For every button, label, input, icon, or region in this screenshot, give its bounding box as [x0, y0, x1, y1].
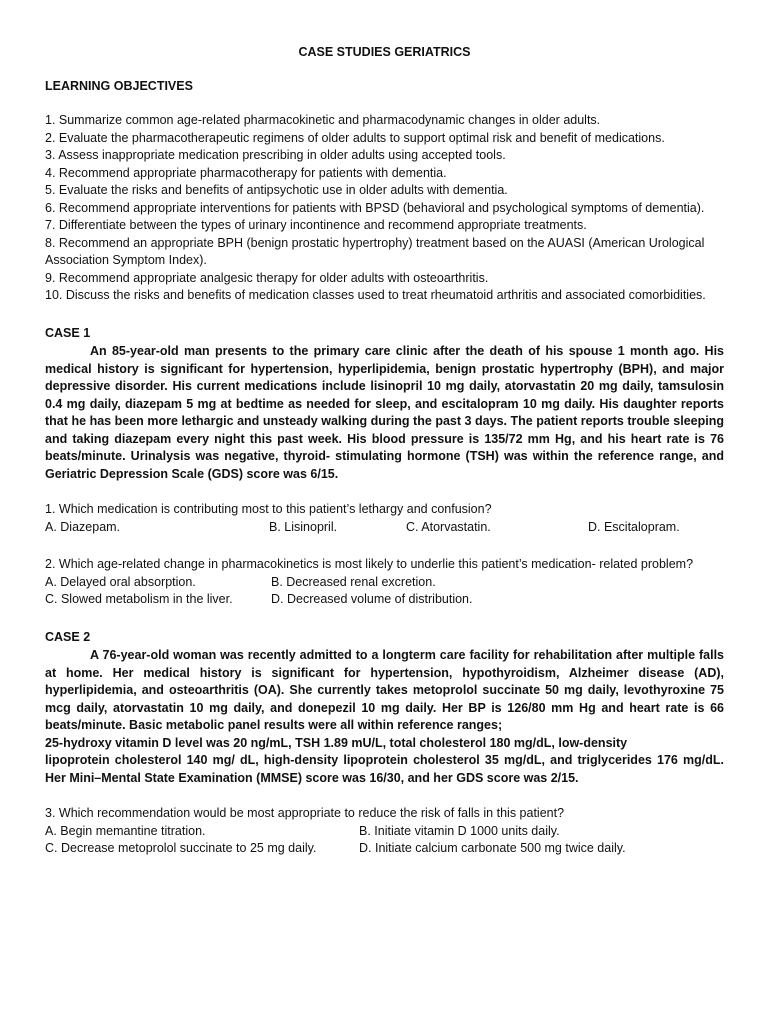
- objective-item: 2. Evaluate the pharmacotherapeutic regimens of older adults to support optimal risk and benefit of medications.: [45, 130, 665, 145]
- question-1-text: 1. Which medication is contributing most to this patient’s lethargy and confusion?: [45, 502, 492, 516]
- question-2: [45, 556, 724, 609]
- answer-option: C. Slowed metabolism in the liver.: [45, 592, 233, 606]
- case2-narrative-line: lipoprotein cholesterol 140 mg/ dL, high-density lipoprotein cholesterol 35 mg/dL, and triglycerides 176 mg/dL. Her Mini–Mental State Examination (MMSE) score was 16/30, and her GDS score was 2/15.: [45, 753, 724, 785]
- answer-option: D. Decreased volume of distribution.: [271, 592, 473, 606]
- answer-option: B. Lisinopril.: [269, 519, 338, 534]
- case1-narrative: An 85-year-old man presents to the primary care clinic after the death of his spouse 1 month ago. His medical history is significant for hypertension, hyperlipidemia, benign prostatic hypertrophy (BPH), and major depressive disorder. His current medications include lisinopril 10 mg daily, atorvastatin 20 mg daily, tamsulosin 0.4 mg daily, diazepam 5 mg at bedtime as needed for sleep, and escitalopram 10 mg daily. His daughter reports that he has been more lethargic and unsteady walking during the past 3 days. The patient reports trouble sleeping and taking diazepam every night this past week. His blood pressure is 135/72 mm Hg, and his heart rate is 76 beats/minute. Urinalysis was negative, thyroid- stimulating hormone (TSH) was within the reference range, and Geriatric Depression Scale (GDS) score was 6/15.: [45, 344, 724, 481]
- case2-narrative-line: 25-hydroxy vitamin D level was 20 ng/mL, TSH 1.89 mU/L, total cholesterol 180 mg/dL, low-density: [45, 735, 628, 750]
- objective-item: 3. Assess inappropriate medication prescribing in older adults using accepted tools.: [45, 148, 506, 162]
- objective-item: 10. Discuss the risks and benefits of medication classes used to treat rheumatoid arthritis and associated comorbidities.: [45, 288, 706, 302]
- objective-item: 4. Recommend appropriate pharmacotherapy for patients with dementia.: [45, 165, 447, 180]
- answer-option: A. Delayed oral absorption.: [45, 574, 196, 589]
- answer-option: D. Escitalopram.: [588, 519, 680, 534]
- question-3: [45, 805, 724, 858]
- objectives-heading: LEARNING OBJECTIVES: [45, 78, 193, 93]
- objective-item: 8. Recommend an appropriate BPH (benign prostatic hypertrophy) treatment based on the AUASI (American Urological Association Symptom Index).: [45, 235, 705, 267]
- objectives-list: [45, 112, 724, 305]
- case2-narrative: A 76-year-old woman was recently admitted to a longterm care facility for rehabilitation after multiple falls at home. Her medical history is significant for hypertension, hypothyroidism, Alzheimer disease (AD), hyperlipidemia, and osteoarthritis (OA). She currently takes metoprolol succinate 50 mg daily, levothyroxine 75 mcg daily, atorvastatin 10 mg daily, and donepezil 10 mg daily. Her BP is 126/80 mm Hg and heart rate is 66 beats/minute. Basic metabolic panel results were all within reference ranges;: [45, 648, 724, 732]
- question-2-options-row: [45, 574, 724, 592]
- answer-option: B. Decreased renal excretion.: [271, 574, 436, 589]
- document-title: CASE STUDIES GERIATRICS: [298, 45, 471, 59]
- answer-option: C. Decrease metoprolol succinate to 25 mg daily.: [45, 841, 317, 855]
- objective-item: 7. Differentiate between the types of urinary incontinence and recommend appropriate treatments.: [45, 218, 587, 232]
- question-3-options-row: [45, 823, 724, 841]
- case1-heading: CASE 1: [45, 325, 91, 340]
- case2-heading: CASE 2: [45, 629, 91, 644]
- objective-item: 6. Recommend appropriate interventions for patients with BPSD (behavioral and psychological symptoms of dementia).: [45, 200, 705, 215]
- question-3-text: 3. Which recommendation would be most appropriate to reduce the risk of falls in this patient?: [45, 806, 565, 820]
- objective-item: 9. Recommend appropriate analgesic therapy for older adults with osteoarthritis.: [45, 270, 489, 285]
- answer-option: A. Diazepam.: [45, 519, 121, 534]
- question-2-text: 2. Which age-related change in pharmacokinetics is most likely to underlie this patient’s medication- related problem?: [45, 557, 694, 571]
- question-3-options-row: [45, 840, 724, 858]
- question-1: [45, 501, 724, 536]
- answer-option: A. Begin memantine titration.: [45, 823, 206, 838]
- objective-item: 5. Evaluate the risks and benefits of antipsychotic use in older adults with dementia.: [45, 183, 508, 197]
- answer-option: D. Initiate calcium carbonate 500 mg twice daily.: [359, 841, 626, 855]
- question-1-options: [45, 519, 724, 537]
- question-2-options-row: [45, 591, 724, 609]
- answer-option: B. Initiate vitamin D 1000 units daily.: [359, 823, 560, 838]
- answer-option: C. Atorvastatin.: [406, 519, 491, 534]
- objective-item: 1. Summarize common age-related pharmacokinetic and pharmacodynamic changes in older adults.: [45, 113, 601, 127]
